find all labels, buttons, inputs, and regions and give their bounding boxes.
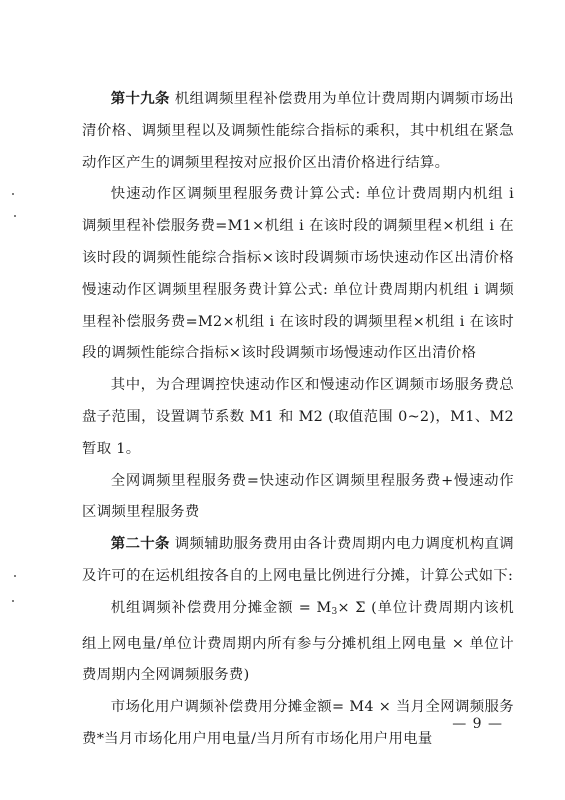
margin-mark <box>12 600 14 602</box>
article-19-paragraph <box>82 84 514 179</box>
article-20-heading: 第二十条 <box>110 536 170 553</box>
coefficient-note-paragraph: 其中，为合理调控快速动作区和慢速动作区调频市场服务费总盘子范围，设置调节系数 M1 和 M2 (取值范围 0~2)，M1、M2 暂取 1。 <box>82 377 514 457</box>
unit-allocation-formula-paragraph <box>82 593 514 692</box>
unit-formula-prefix: 机组调频补偿费用分摊金额 = M <box>110 599 332 616</box>
unit-formula-suffix: × Σ (单位计费周期内该机组上网电量/单位计费周期内所有参与分摊机组上网电量 × 单位计费周期内全网调频服务费) <box>82 599 514 684</box>
article-19-text: 机组调频里程补偿费用为单位计费周期内调频市场出清价格、调频里程以及调频性能综合指标的乘积，其中机组在紧急动作区产生的调频里程按对应报价区出清价格进行结算。 <box>82 91 514 171</box>
fast-slow-formula-paragraph: 快速动作区调频里程服务费计算公式: 单位计费周期内机组 i 调频里程补偿服务费=M1×机组 i 在该时段的调频里程×机组 i 在该时段的调频性能综合指标×该时段调频市场快速动作区出清价格慢速动作区调频里程服务费计算公式: 单位计费周期内机组 i 调频里程补偿服务费=M2×机组 i 在该时段的调频里程×机组 i 在该时段的调频性能综合指标×该时段调频市场慢速动作区出清价格 <box>82 186 514 362</box>
margin-mark <box>14 215 16 217</box>
unit-formula-subscript: 3 <box>331 606 338 617</box>
article-20-paragraph <box>82 529 514 593</box>
margin-mark <box>14 575 16 577</box>
page-number: — 9 — <box>452 716 503 732</box>
total-fee-paragraph: 全网调频里程服务费=快速动作区调频里程服务费+慢速动作区调频里程服务费 <box>82 472 514 521</box>
market-user-formula-paragraph: 市场化用户调频补偿费用分摊金额= M4 × 当月全网调频服务费*当月市场化用户用电量/当月所有市场化用户用电量 <box>82 699 514 747</box>
article-19-heading: 第十九条 <box>110 91 170 107</box>
document-body <box>82 84 514 756</box>
article-20-text: 调频辅助服务费用由各计费周期内电力调度机构直调及许可的在运机组按各自的上网电量比例进行分摊，计算公式如下: <box>82 536 514 584</box>
margin-mark <box>12 193 14 195</box>
